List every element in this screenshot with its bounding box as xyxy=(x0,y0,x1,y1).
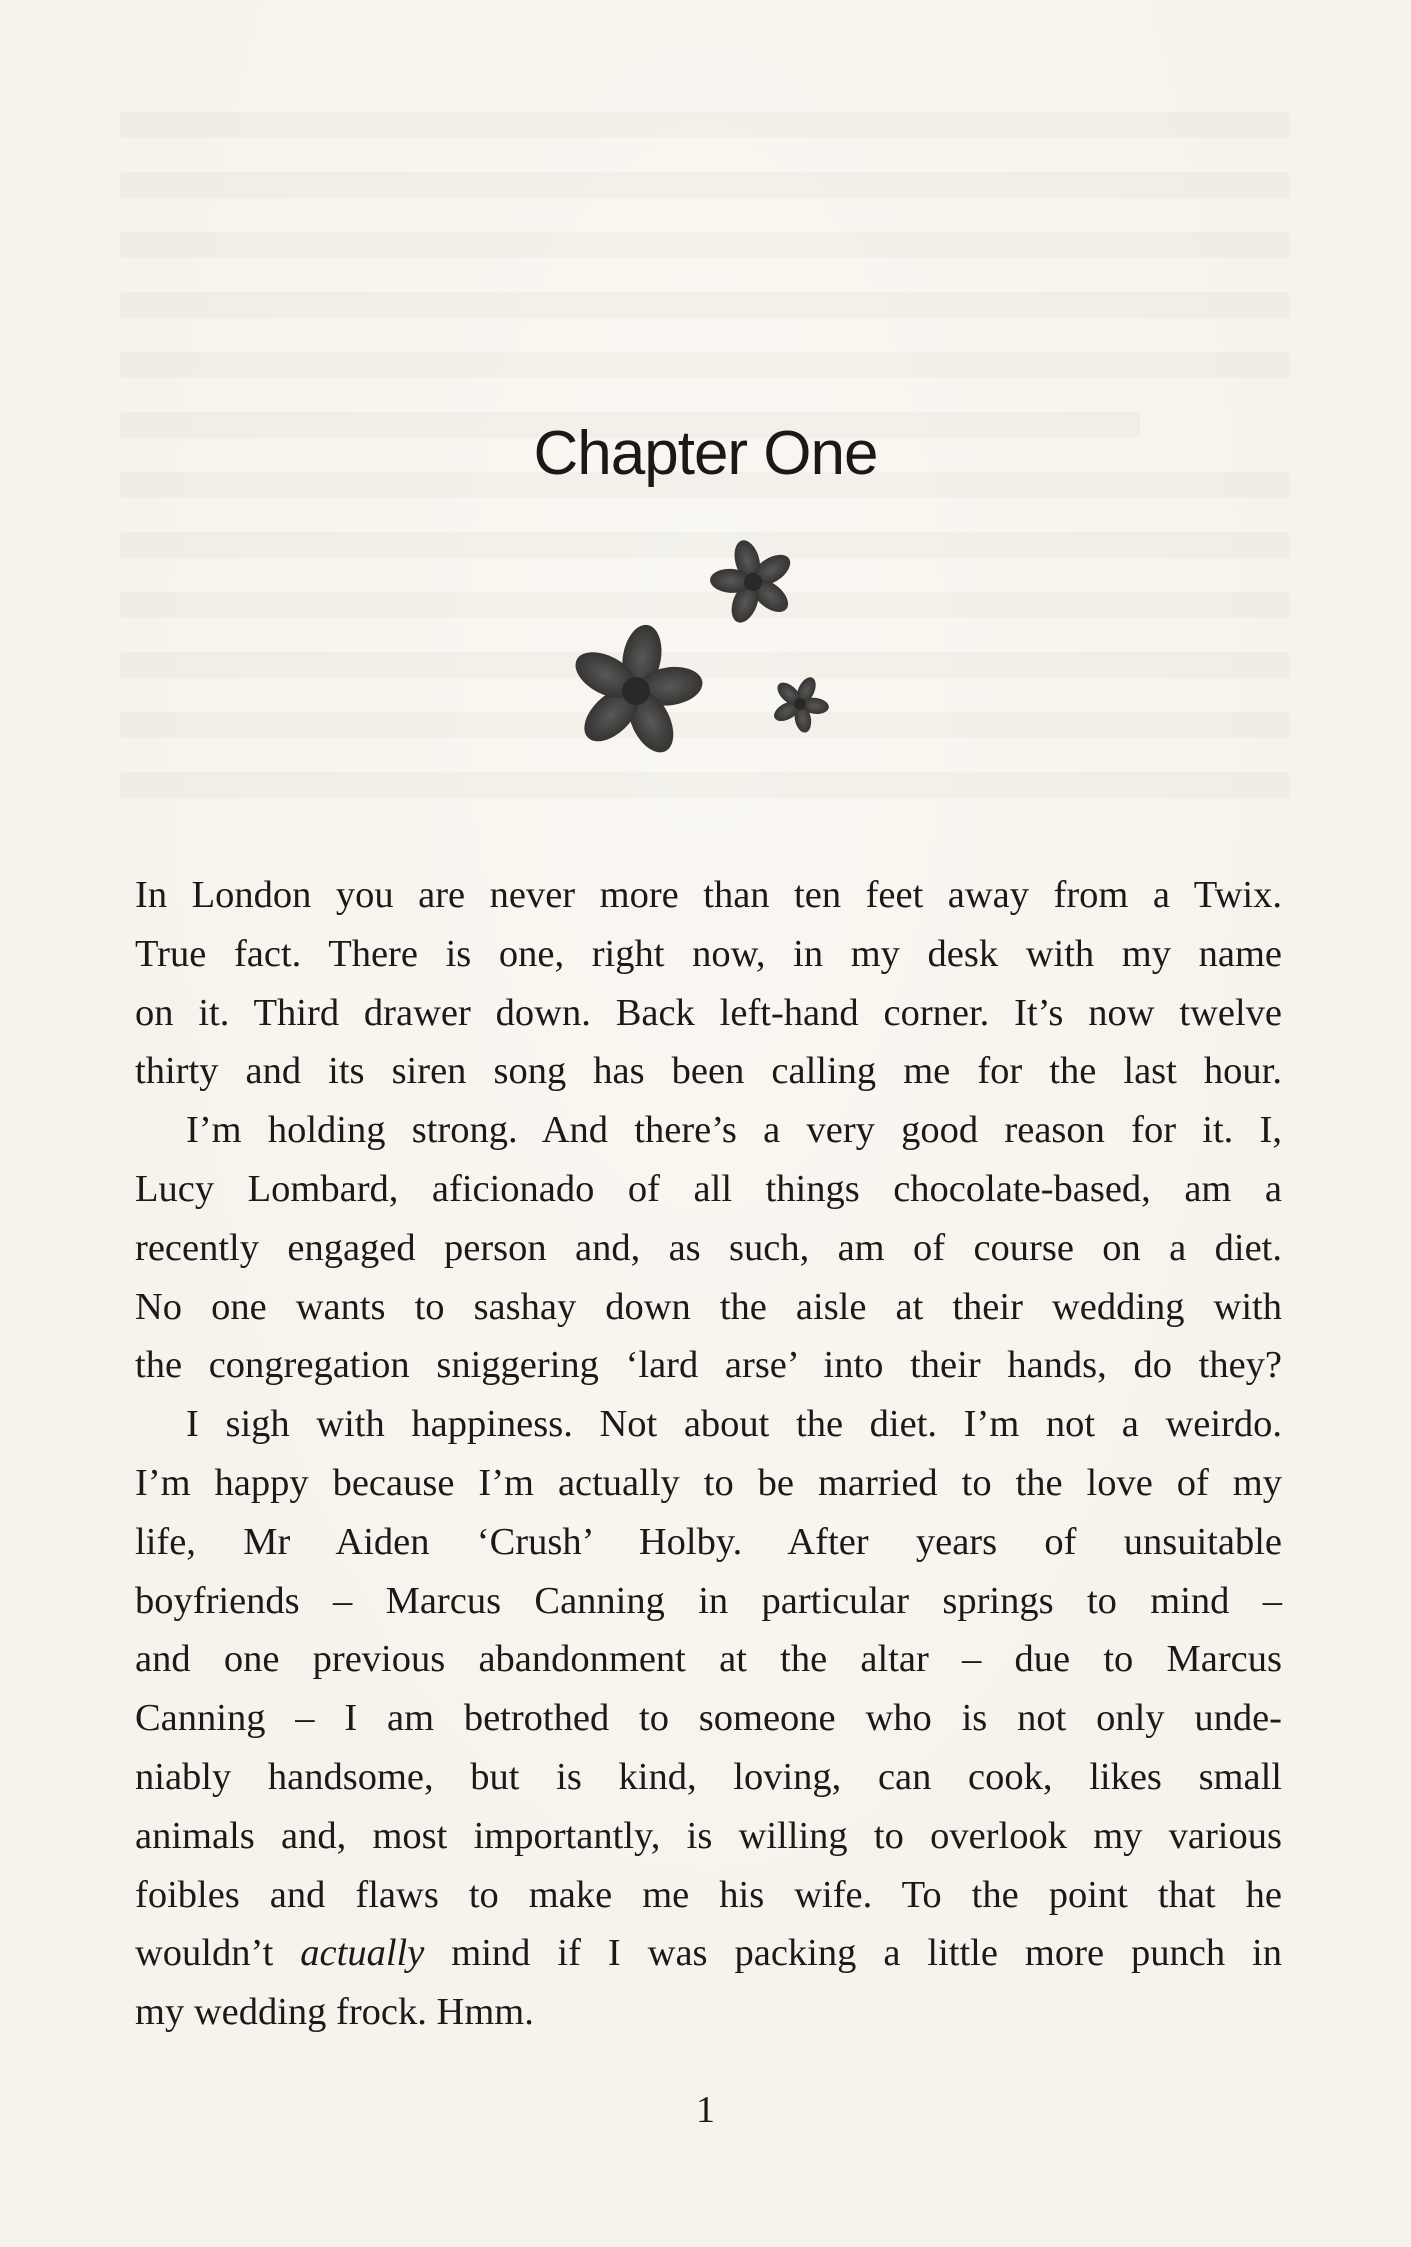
text-line: niably handsome, but is kind, loving, can cook, likes small xyxy=(135,1755,1282,1798)
show-through-line xyxy=(120,292,1290,318)
italic-word: actually xyxy=(300,1932,425,1975)
text-line: I’m holding strong. And there’s a very good reason for it. I, xyxy=(186,1109,1282,1152)
flower-top-icon xyxy=(699,529,807,634)
text-line: I’m happy because I’m actually to be married to the love of my xyxy=(135,1461,1282,1504)
text-segment: mind if I was packing a little more punch in xyxy=(424,1932,1283,1975)
flower-small-icon xyxy=(761,665,840,742)
text-line: my wedding frock. Hmm. xyxy=(135,1991,534,2034)
show-through-line xyxy=(120,112,1290,138)
text-line: In London you are never more than ten feet away from a Twix. xyxy=(135,874,1282,916)
text-line-with-italic xyxy=(135,1924,1282,1983)
chapter-body xyxy=(135,866,1282,2042)
text-segment: wouldn’t xyxy=(135,1932,301,1975)
text-line: life, Mr Aiden ‘Crush’ Holby. After years of unsuitable xyxy=(135,1520,1282,1563)
chapter-title: Chapter One xyxy=(533,419,878,488)
text-line: Canning – I am betrothed to someone who is not only unde- xyxy=(135,1697,1282,1740)
text-line: True fact. There is one, right now, in my desk with my name xyxy=(135,932,1282,975)
text-line: and one previous abandonment at the altar – due to Marcus xyxy=(135,1638,1282,1681)
show-through-line xyxy=(120,172,1290,198)
text-line: Lucy Lombard, aficionado of all things chocolate-based, am a xyxy=(135,1167,1282,1210)
page-number: 1 xyxy=(696,2089,715,2131)
flower-cluster-icon xyxy=(560,528,860,778)
text-line: the congregation sniggering ‘lard arse’ into their hands, do they? xyxy=(135,1344,1282,1387)
text-line: boyfriends – Marcus Canning in particular springs to mind – xyxy=(135,1579,1282,1622)
text-line: foibles and flaws to make me his wife. To the point that he xyxy=(135,1873,1282,1916)
text-line: animals and, most importantly, is willing to overlook my various xyxy=(135,1814,1282,1857)
text-line: recently engaged person and, as such, am of course on a diet. xyxy=(135,1226,1282,1269)
flower-large-icon xyxy=(560,613,716,768)
text-line: thirty and its siren song has been calling me for the last hour. xyxy=(135,1050,1282,1093)
text-line: No one wants to sashay down the aisle at their wedding with xyxy=(135,1285,1282,1328)
text-line: I sigh with happiness. Not about the diet. I’m not a weirdo. xyxy=(186,1403,1282,1446)
show-through-line xyxy=(120,352,1290,378)
text-line: on it. Third drawer down. Back left-hand corner. It’s now twelve xyxy=(135,991,1282,1034)
show-through-line xyxy=(120,232,1290,258)
